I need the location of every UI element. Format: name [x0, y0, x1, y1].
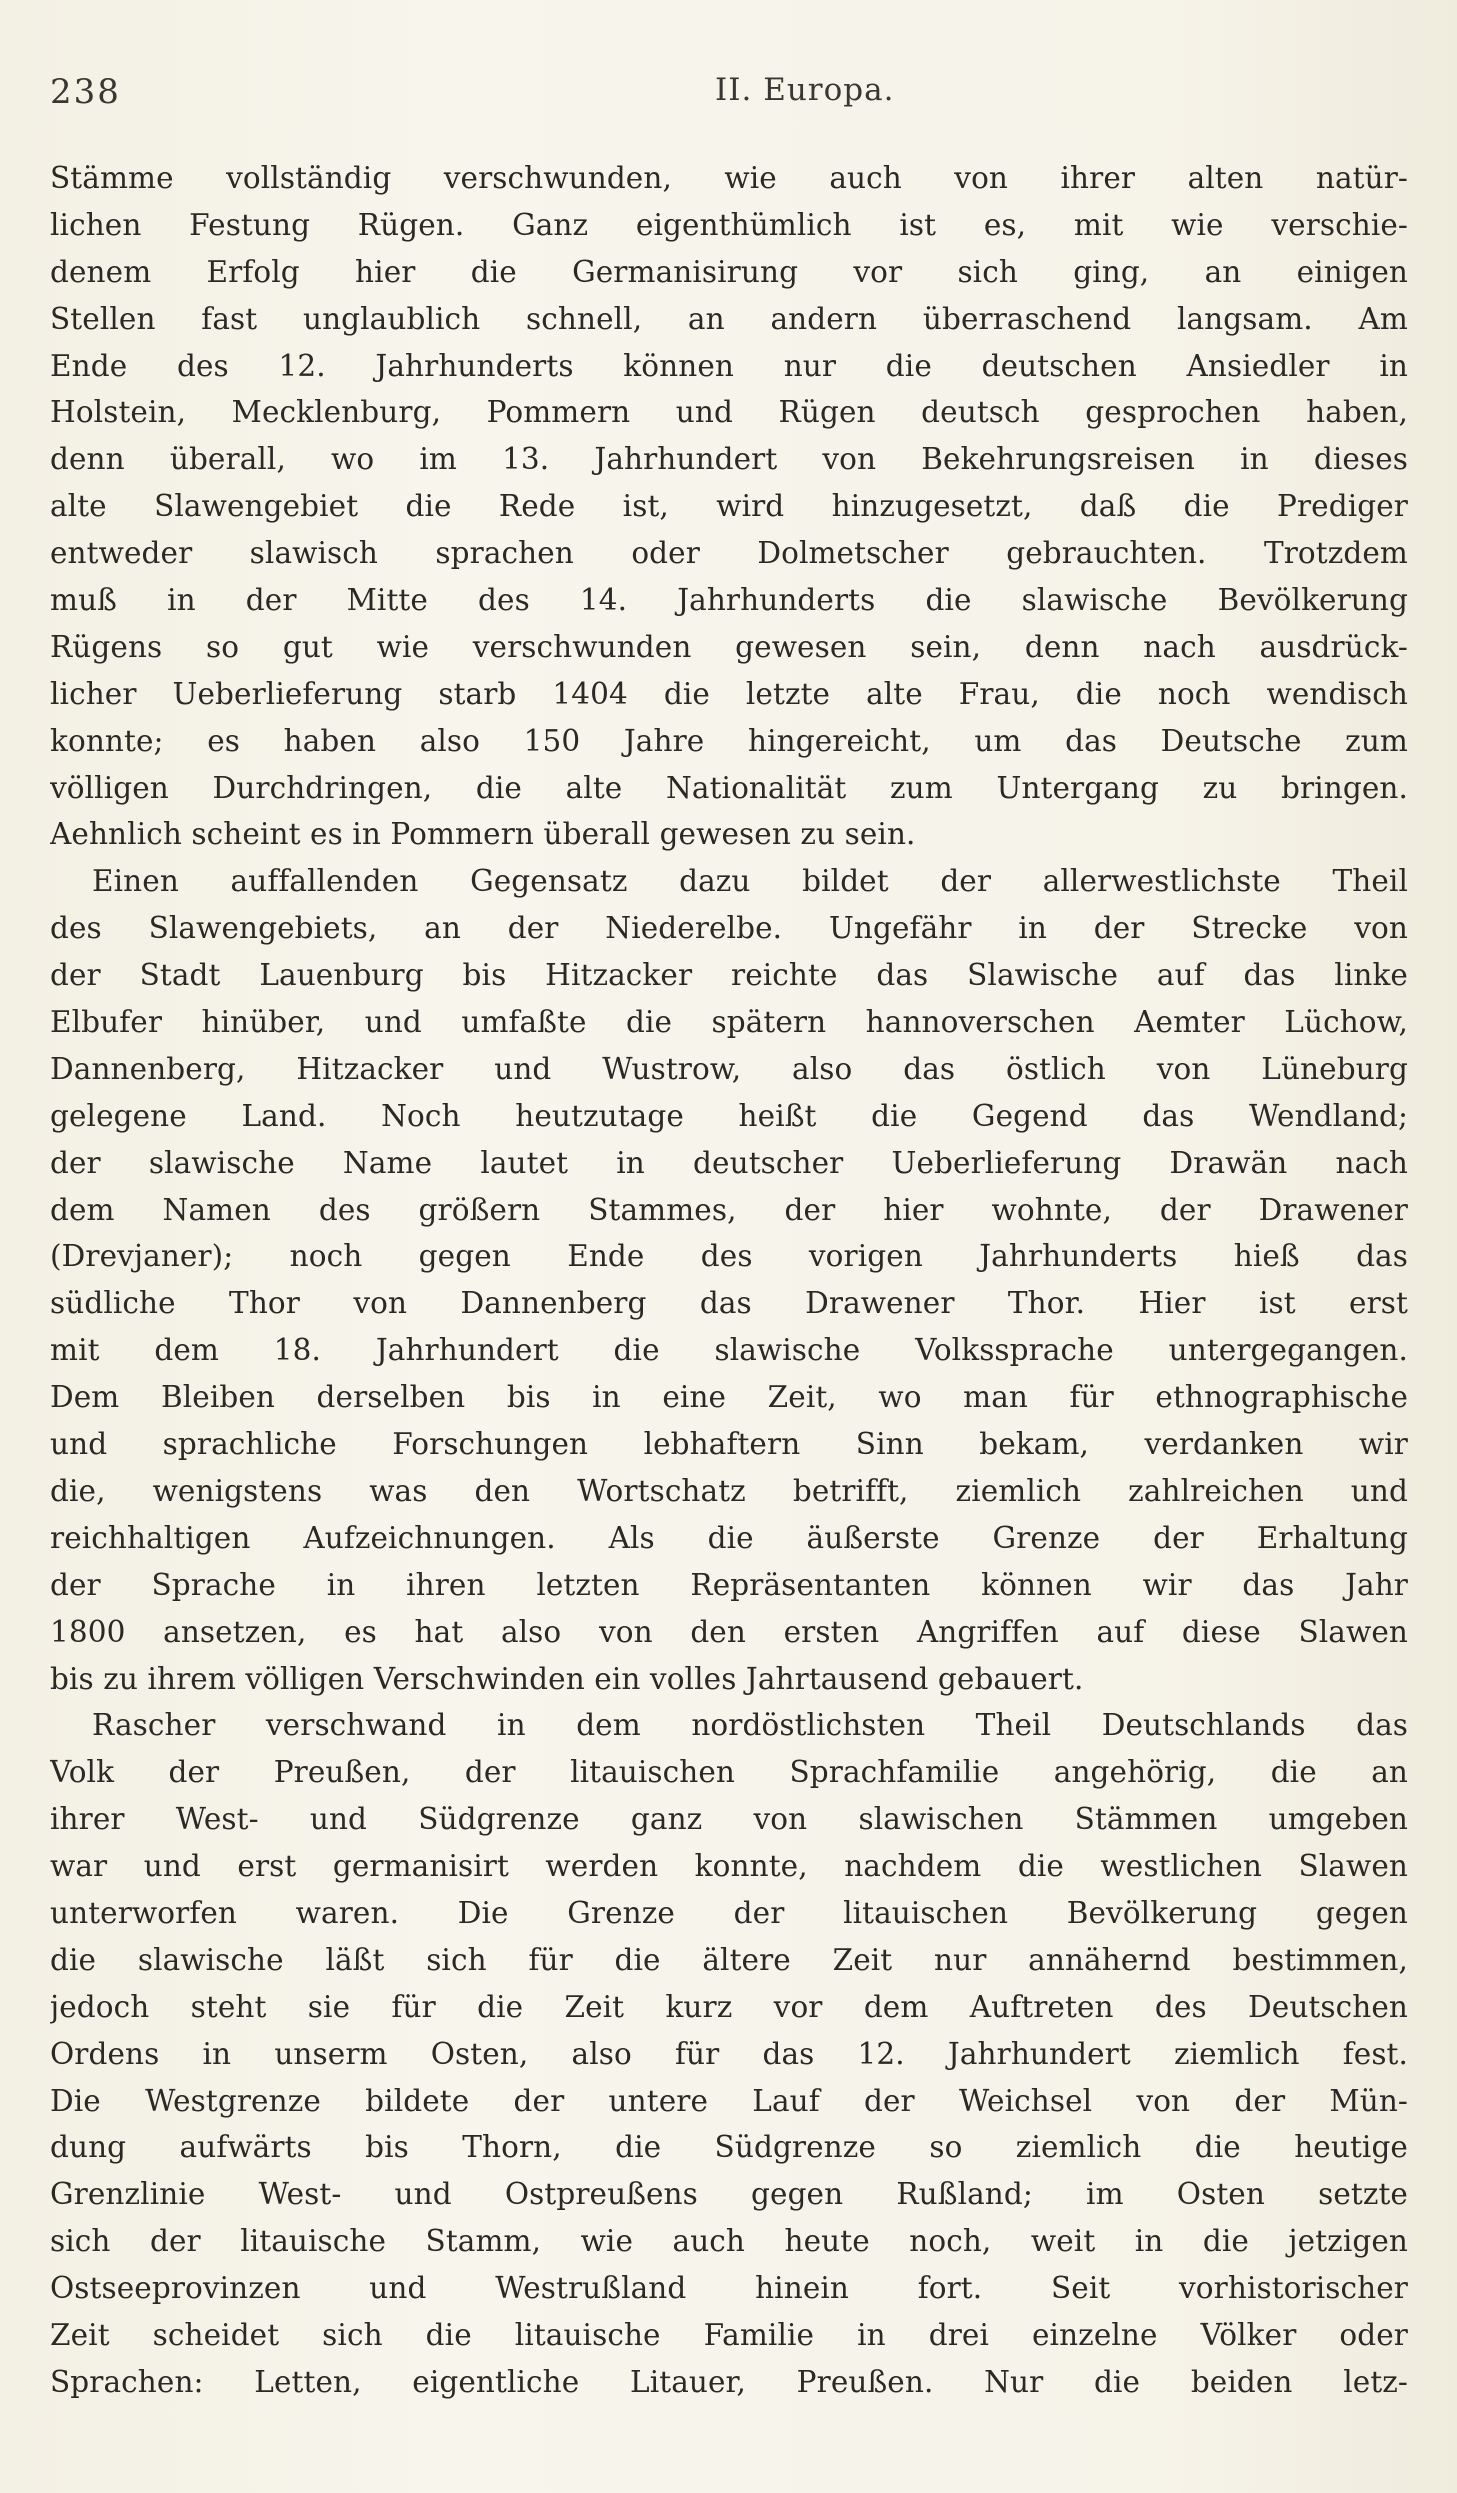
text-line: Dannenberg, Hitzacker und Wustrow, also das östlich von Lüneburg [50, 1051, 1408, 1086]
text-line: denem Erfolg hier die Germanisirung vor sich ging, an einigen [50, 254, 1408, 289]
text-line: Ostseeprovinzen und Westrußland hinein fort. Seit vorhistorischer [50, 2271, 1408, 2306]
text-line: 1800 ansetzen, es hat also von den ersten Angriffen auf diese Slawen [50, 1614, 1408, 1649]
text-line: Stämme vollständig verschwunden, wie auch von ihrer alten natür- [50, 161, 1408, 195]
text-line: Aehnlich scheint es in Pommern überall gewesen zu sein. [50, 817, 916, 852]
text-line: bis zu ihrem völligen Verschwinden ein volles Jahrtausend gebauert. [50, 1661, 1084, 1696]
text-line: südliche Thor von Dannenberg das Drawener Thor. Hier ist erst [50, 1286, 1408, 1321]
text-line: dem Namen des größern Stammes, der hier wohnte, der Drawener [50, 1192, 1408, 1227]
text-line: und sprachliche Forschungen lebhaftern Sinn bekam, verdanken wir [50, 1427, 1408, 1462]
text-line: Volk der Preußen, der litauischen Sprachfamilie angehörig, die an [50, 1755, 1408, 1790]
text-line: lichen Festung Rügen. Ganz eigenthümlich ist es, mit wie verschie- [50, 207, 1408, 242]
text-line: ihrer West- und Südgrenze ganz von slawischen Stämmen umgeben [50, 1802, 1408, 1837]
text-line: Ende des 12. Jahrhunderts können nur die deutschen Ansiedler in [50, 348, 1408, 383]
page-number: 238 [50, 72, 121, 112]
text-line: Grenzlinie West- und Ostpreußens gegen Rußland; im Osten setzte [50, 2177, 1408, 2212]
text-line: denn überall, wo im 13. Jahrhundert von Bekehrungsreisen in dieses [50, 442, 1408, 477]
text-line: der slawische Name lautet in deutscher Ueberlieferung Drawän nach [50, 1145, 1408, 1180]
text-line: Stellen fast unglaublich schnell, an andern überraschend langsam. Am [50, 301, 1408, 336]
text-line: Ordens in unserm Osten, also für das 12. Jahrhundert ziemlich fest. [50, 2036, 1408, 2071]
text-line: licher Ueberlieferung starb 1404 die letzte alte Frau, die noch wendisch [50, 676, 1408, 711]
page-header [50, 72, 1400, 132]
text-line: jedoch steht sie für die Zeit kurz vor dem Auftreten des Deutschen [50, 1989, 1408, 2024]
text-line: Die Westgrenze bildete der untere Lauf der Weichsel von der Mün- [50, 2083, 1408, 2118]
text-line: entweder slawisch sprachen oder Dolmetscher gebrauchten. Trotzdem [50, 536, 1408, 571]
text-line: Rügens so gut wie verschwunden gewesen sein, denn nach ausdrück- [50, 629, 1408, 664]
text-line: Holstein, Mecklenburg, Pommern und Rügen deutsch gesprochen haben, [50, 395, 1408, 430]
body-text [50, 155, 1408, 2406]
text-line: mit dem 18. Jahrhundert die slawische Volkssprache untergegangen. [50, 1333, 1408, 1368]
text-line: dung aufwärts bis Thorn, die Südgrenze so ziemlich die heutige [50, 2130, 1408, 2165]
text-line: die slawische läßt sich für die ältere Zeit nur annähernd bestimmen, [50, 1942, 1408, 1977]
text-line: des Slawengebiets, an der Niederelbe. Ungefähr in der Strecke von [50, 911, 1408, 946]
text-line: der Stadt Lauenburg bis Hitzacker reichte das Slawische auf das linke [50, 958, 1408, 993]
text-line: der Sprache in ihren letzten Repräsentanten können wir das Jahr [50, 1567, 1408, 1602]
text-line: die, wenigstens was den Wortschatz betrifft, ziemlich zahlreichen und [50, 1473, 1408, 1508]
text-line: Sprachen: Letten, eigentliche Litauer, Preußen. Nur die beiden letz- [50, 2364, 1408, 2399]
text-line: (Drevjaner); noch gegen Ende des vorigen Jahrhunderts hieß das [50, 1239, 1408, 1274]
text-line: alte Slawengebiet die Rede ist, wird hinzugesetzt, daß die Prediger [50, 489, 1408, 524]
text-line: war und erst germanisirt werden konnte, nachdem die westlichen Slawen [50, 1849, 1408, 1884]
text-line: sich der litauische Stamm, wie auch heute noch, weit in die jetzigen [50, 2224, 1408, 2259]
text-line: muß in der Mitte des 14. Jahrhunderts die slawische Bevölkerung [50, 583, 1408, 618]
text-line: Zeit scheidet sich die litauische Familie in drei einzelne Völker oder [50, 2317, 1408, 2352]
text-line: Rascher verschwand in dem nordöstlichsten Theil Deutschlands das [92, 1708, 1408, 1743]
text-line: völligen Durchdringen, die alte Nationalität zum Untergang zu bringen. [50, 770, 1408, 805]
text-line: reichhaltigen Aufzeichnungen. Als die äußerste Grenze der Erhaltung [50, 1520, 1408, 1555]
text-line: unterworfen waren. Die Grenze der litauischen Bevölkerung gegen [50, 1895, 1408, 1930]
text-line: gelegene Land. Noch heutzutage heißt die Gegend das Wendland; [50, 1098, 1408, 1133]
text-line: Einen auffallenden Gegensatz dazu bildet der allerwestlichste Theil [92, 864, 1408, 899]
text-line: konnte; es haben also 150 Jahre hingereicht, um das Deutsche zum [50, 723, 1408, 758]
text-line: Elbufer hinüber, und umfaßte die spätern hannoverschen Aemter Lüchow, [50, 1005, 1408, 1040]
text-line: Dem Bleiben derselben bis in eine Zeit, wo man für ethnographische [50, 1380, 1408, 1415]
running-head: II. Europa. [715, 72, 895, 108]
